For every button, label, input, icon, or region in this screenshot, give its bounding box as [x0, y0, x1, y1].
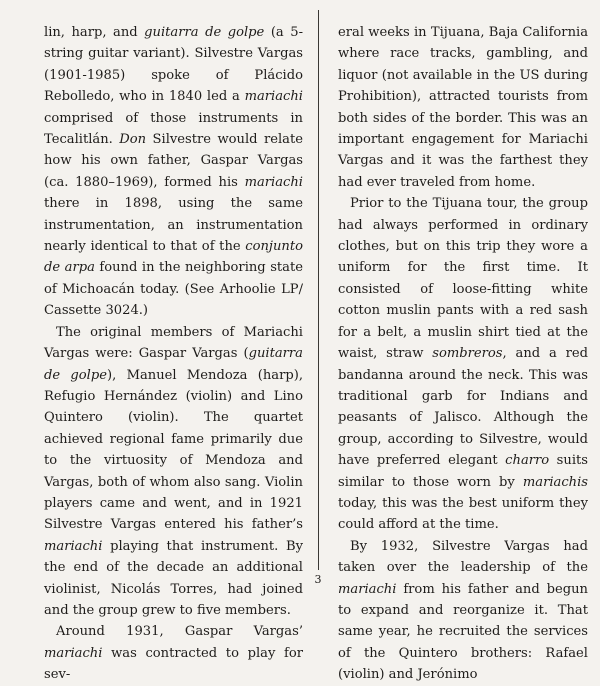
italic-term: guitarra de golpe	[144, 25, 265, 40]
column-divider	[318, 10, 319, 570]
paragraph: Prior to the Tijuana tour, the group had always performed in ordinary clothes, but on this trip they wore a uniform for the first time. It consisted of loose-fitting white cotton muslin pants with a red sash for a belt, a muslin shirt tied at the waist, straw sombreros, and a red bandanna around the neck. This was traditional garb for Indians and peasants of Jalisco. Although the group, according to Silvestre, would have preferred elegant charro suits similar to those worn by mariachis today, this was the best uniform they could afford at the time.	[338, 196, 589, 533]
italic-term: mariachi	[44, 538, 103, 554]
right-column	[338, 22, 588, 686]
italic-term: conjunto de arpa	[44, 239, 303, 276]
italic-term: charro	[505, 453, 550, 469]
italic-term: Don	[119, 132, 147, 148]
italic-term: mariachi	[244, 174, 303, 190]
left-column	[44, 22, 303, 686]
paragraph: By 1932, Silvestre Vargas had taken over the leadership of the mariachi from his father and begun to expand and reorganize it. That same year, he recruited the services of the Quintero brothers: Rafael (violin) and Jerónimo	[338, 538, 588, 683]
italic-term: guitarra de golpe	[44, 346, 303, 383]
paragraph: lin, harp, and guitarra de golpe (a 5-string guitar variant). Silvestre Vargas (1901-1985) spoke of Plácido Rebolledo, who in 1840 led a mariachi comprised of those instruments in Tecalitlán. Don Silvestre would relate how his own father, Gaspar Vargas (ca. 1880–1969), formed his mariachi there in 1898, using the same instrumentation, an instrumentation nearly identical to that of the conjunto de arpa found in the neighboring state of Michoacán today. (See Arhoolie LP/ Cassette 3024.)	[44, 25, 304, 319]
italic-term: mariachi	[44, 645, 103, 661]
italic-term: mariachis	[522, 474, 588, 490]
paragraph: eral weeks in Tijuana, Baja California where race tracks, gambling, and liquor (not available in the US during Prohibition), attracted tourists from both sides of the border. This was an important engagement for Mariachi Vargas and it was the farthest they had ever traveled from home.	[338, 25, 588, 190]
paragraph: Around 1931, Gaspar Vargas’ mariachi was contracted to play for sev-	[44, 624, 303, 683]
italic-term: mariachi	[338, 581, 397, 597]
paragraph: The original members of Mariachi Vargas were: Gaspar Vargas (guitarra de golpe), Manuel Mendoza (harp), Refugio Hernández (violin) and Lino Quintero (violin). The quartet achieved regional fame primarily due to the virtuosity of Mendoza and Vargas, both of whom also sang. Violin players came and went, and in 1921 Silvestre Vargas entered his father’s mariachi playing that instrument. By the end of the decade an additional violinist, Nicolás Torres, had joined and the group grew to five members.	[44, 324, 303, 618]
italic-term: mariachi	[244, 89, 303, 105]
page-number: 3	[314, 573, 322, 586]
italic-term: sombreros	[432, 346, 503, 362]
